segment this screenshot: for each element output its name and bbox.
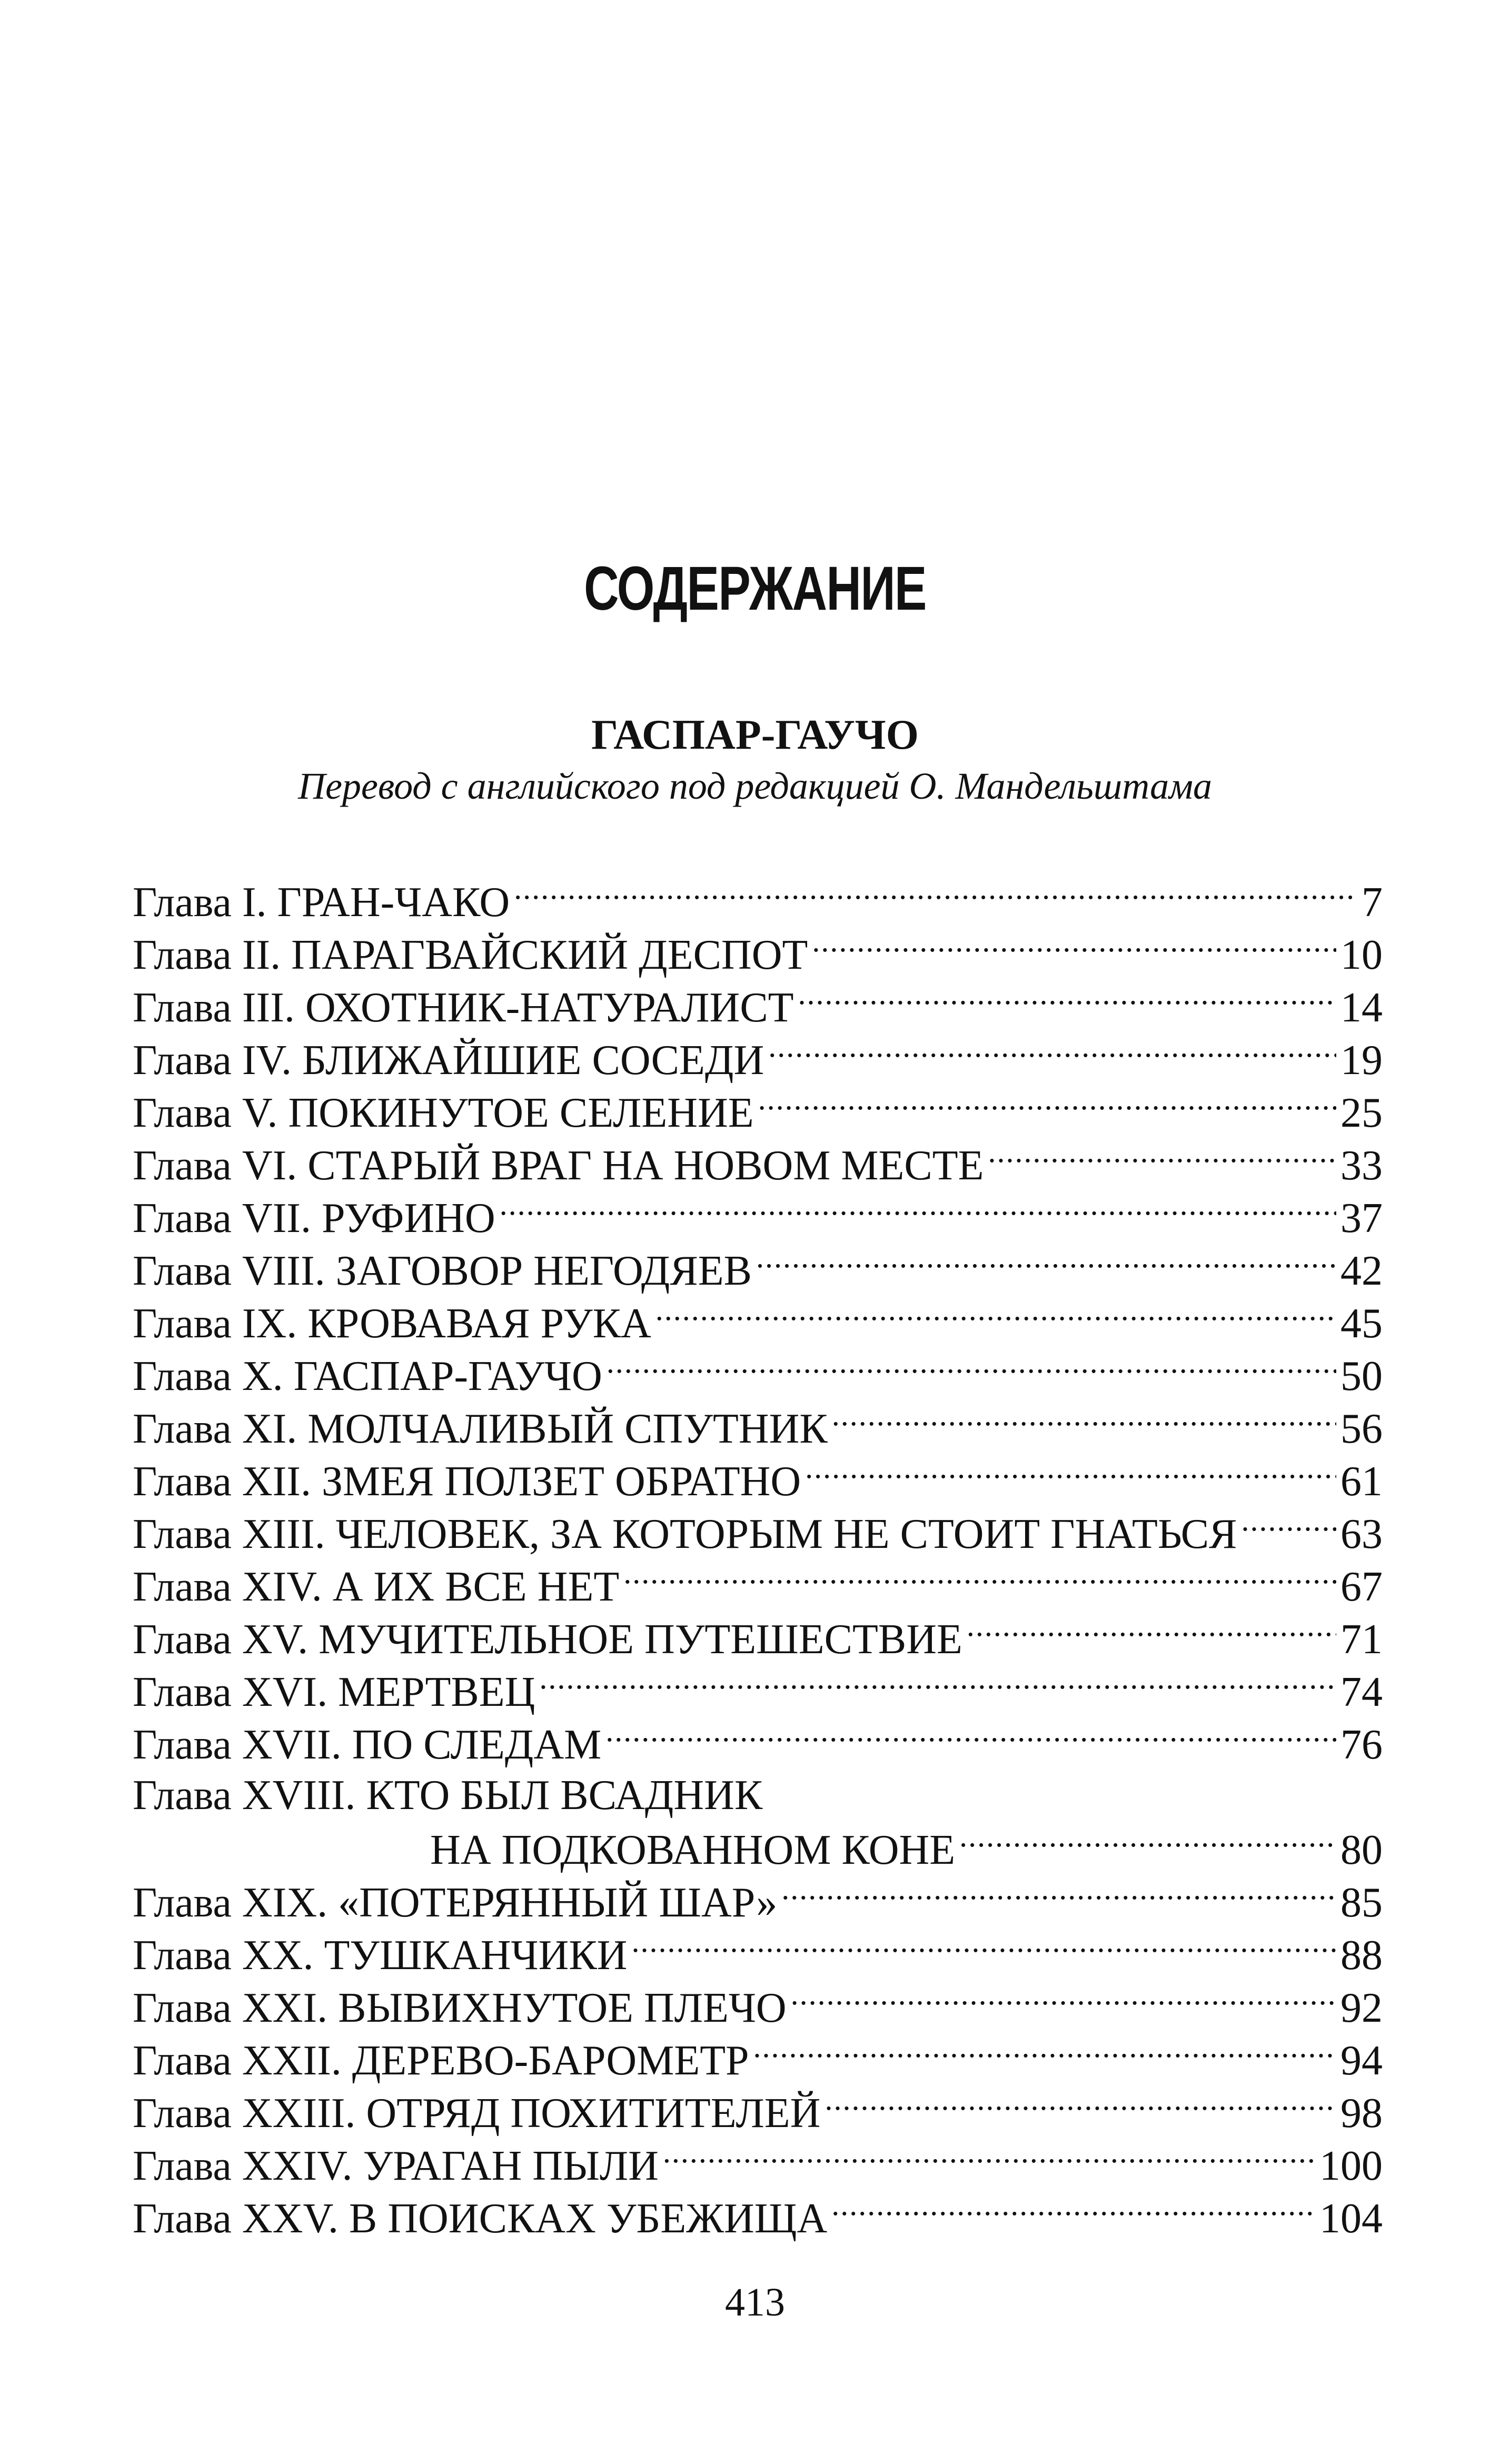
toc-entry [133, 979, 1383, 1032]
toc-entry-page: 80 [1340, 1827, 1383, 1873]
dot-leader [605, 1716, 1336, 1758]
toc-entry-label: Глава XXI. ВЫВИХНУТОЕ ПЛЕЧО [133, 1985, 787, 2031]
toc-entry [133, 874, 1383, 927]
toc-entry [133, 2032, 1383, 2085]
toc-entry-label: Глава I. ГРАН-ЧАКО [133, 879, 510, 926]
toc-entry-label: Глава XVIII. КТО БЫЛ ВСАДНИК [133, 1772, 763, 1819]
toc-entry-label: Глава VII. РУФИНО [133, 1195, 495, 1241]
toc-entry [133, 2190, 1383, 2243]
dot-leader [768, 1032, 1336, 1074]
toc-entry [133, 1400, 1383, 1453]
toc-entry-page: 88 [1340, 1932, 1383, 1979]
page-number: 413 [725, 2280, 785, 2324]
toc-entry-page: 100 [1319, 2143, 1383, 2189]
work-title: ГАСПАР-ГАУЧО [591, 712, 919, 758]
dot-leader [781, 1874, 1336, 1916]
dot-leader [758, 1085, 1336, 1127]
dot-leader [623, 1558, 1336, 1601]
dot-leader [798, 979, 1336, 1021]
toc-entry-page: 76 [1340, 1722, 1383, 1768]
toc-entry-page: 45 [1340, 1300, 1383, 1347]
dot-leader [753, 2032, 1336, 2074]
dot-leader [824, 2085, 1336, 2127]
toc-entry [133, 1716, 1383, 1769]
toc-entry [133, 1032, 1383, 1085]
toc-entry [133, 1769, 1383, 1874]
dot-leader [805, 1453, 1336, 1495]
dot-leader [812, 927, 1336, 969]
toc-entry [133, 927, 1383, 979]
toc-entry [133, 2138, 1383, 2190]
dot-leader [1241, 1506, 1337, 1548]
toc-entry-label: Глава V. ПОКИНУТОЕ СЕЛЕНИЕ [133, 1090, 754, 1136]
dot-leader [832, 1400, 1336, 1443]
toc-entry [133, 1980, 1383, 2032]
toc-entry [133, 1137, 1383, 1190]
dot-leader [655, 1295, 1336, 1337]
toc-entry-page: 94 [1340, 2038, 1383, 2084]
toc-entry [133, 1348, 1383, 1400]
dot-leader [500, 1190, 1336, 1232]
toc-entry-label: Глава XXIV. УРАГАН ПЫЛИ [133, 2143, 659, 2189]
toc-entry-label: Глава XXII. ДЕРЕВО-БАРОМЕТР [133, 2038, 749, 2084]
toc-heading: СОДЕРЖАНИЕ [584, 554, 926, 623]
dot-leader [663, 2138, 1315, 2180]
toc-entry-label: Глава XV. МУЧИТЕЛЬНОЕ ПУТЕШЕСТВИЕ [133, 1616, 962, 1663]
toc-entry [133, 1874, 1383, 1927]
toc-entry-page: 37 [1340, 1195, 1383, 1241]
toc-entry-label: Глава XXIII. ОТРЯД ПОХИТИТЕЛЕЙ [133, 2090, 821, 2137]
toc-entry [133, 1085, 1383, 1137]
toc-entry-label: Глава IX. КРОВАВАЯ РУКА [133, 1300, 651, 1347]
toc-entry-label: Глава XVI. МЕРТВЕЦ [133, 1669, 535, 1715]
toc-entry-page: 33 [1340, 1142, 1383, 1189]
toc-entry-label: Глава XII. ЗМЕЯ ПОЛЗЕТ ОБРАТНО [133, 1458, 801, 1505]
toc-list [133, 874, 1383, 2243]
toc-entry-label: Глава IV. БЛИЖАЙШИЕ СОСЕДИ [133, 1037, 764, 1084]
toc-entry-label: Глава III. ОХОТНИК-НАТУРАЛИСТ [133, 985, 794, 1031]
toc-entry-label: Глава XIX. «ПОТЕРЯННЫЙ ШАР» [133, 1880, 778, 1926]
toc-entry-page: 74 [1340, 1669, 1383, 1715]
toc-entry-page: 67 [1340, 1564, 1383, 1610]
dot-leader [514, 874, 1357, 916]
toc-entry-label: Глава X. ГАСПАР-ГАУЧО [133, 1353, 602, 1399]
toc-entry-page: 19 [1340, 1037, 1383, 1084]
toc-entry-label: Глава XX. ТУШКАНЧИКИ [133, 1932, 628, 1979]
toc-entry-page: 14 [1340, 985, 1383, 1031]
toc-entry-page: 10 [1340, 932, 1383, 978]
toc-entry-page: 61 [1340, 1458, 1383, 1505]
toc-entry-page: 25 [1340, 1090, 1383, 1136]
toc-entry-page: 7 [1362, 879, 1383, 926]
toc-entry [133, 1295, 1383, 1348]
toc-entry [133, 1453, 1383, 1506]
toc-entry-page: 42 [1340, 1248, 1383, 1294]
toc-entry-page: 92 [1340, 1985, 1383, 2031]
dot-leader [988, 1137, 1336, 1179]
toc-entry-label: Глава XIV. А ИХ ВСЕ НЕТ [133, 1564, 620, 1610]
toc-entry [133, 1927, 1383, 1980]
dot-leader [607, 1348, 1336, 1390]
toc-entry-label-continued: НА ПОДКОВАННОМ КОНЕ [430, 1827, 956, 1873]
dot-leader [959, 1822, 1336, 1864]
toc-entry-page: 56 [1340, 1406, 1383, 1452]
toc-entry-label: Глава XXV. В ПОИСКАХ УБЕЖИЩА [133, 2195, 828, 2242]
toc-entry-label: Глава VIII. ЗАГОВОР НЕГОДЯЕВ [133, 1248, 752, 1294]
toc-entry [133, 1243, 1383, 1295]
toc-entry-label: Глава XI. МОЛЧАЛИВЫЙ СПУТНИК [133, 1406, 828, 1452]
dot-leader [631, 1927, 1336, 1969]
toc-entry [133, 1558, 1383, 1611]
dot-leader [791, 1980, 1336, 2022]
toc-entry [133, 1506, 1383, 1558]
toc-entry-label: Глава XVII. ПО СЛЕДАМ [133, 1722, 602, 1768]
toc-entry-page: 71 [1340, 1616, 1383, 1663]
toc-entry-page: 85 [1340, 1880, 1383, 1926]
dot-leader [756, 1243, 1336, 1285]
toc-entry-page: 104 [1319, 2195, 1383, 2242]
dot-leader [967, 1611, 1336, 1653]
dot-leader [539, 1664, 1336, 1706]
toc-entry [133, 1190, 1383, 1243]
toc-entry [133, 2085, 1383, 2138]
toc-entry-page: 50 [1340, 1353, 1383, 1399]
toc-entry-label: Глава II. ПАРАГВАЙСКИЙ ДЕСПОТ [133, 932, 808, 978]
toc-entry-page: 63 [1340, 1511, 1383, 1557]
toc-entry [133, 1664, 1383, 1716]
dot-leader [831, 2190, 1315, 2232]
toc-entry-page: 98 [1340, 2090, 1383, 2137]
toc-entry [133, 1611, 1383, 1664]
work-subtitle: Перевод с английского под редакцией О. Мандельштама [297, 765, 1213, 807]
toc-entry-label: Глава VI. СТАРЫЙ ВРАГ НА НОВОМ МЕСТЕ [133, 1142, 984, 1189]
toc-entry-label: Глава XIII. ЧЕЛОВЕК, ЗА КОТОРЫМ НЕ СТОИТ ГНАТЬСЯ [133, 1511, 1237, 1557]
